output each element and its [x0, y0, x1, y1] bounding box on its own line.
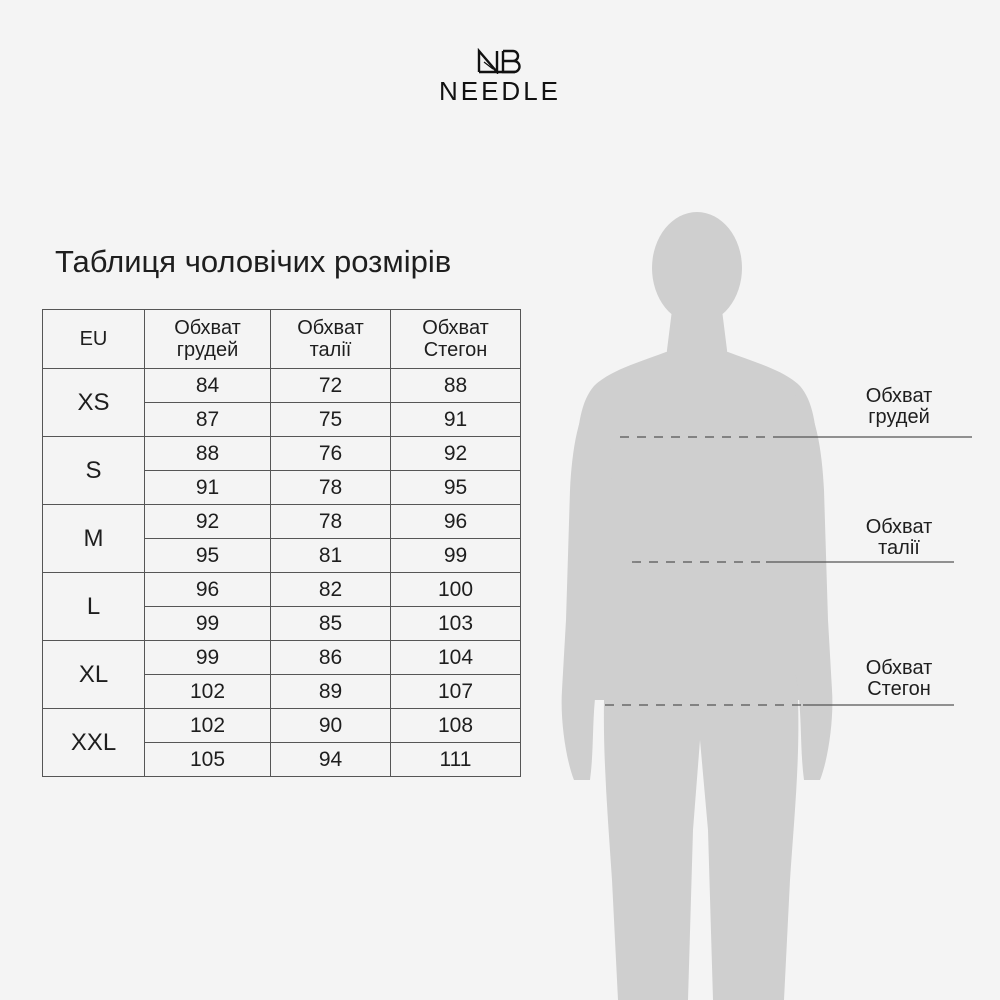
- silhouette-shape: [562, 212, 833, 1000]
- waist-value: 94: [271, 743, 391, 777]
- size-label: L: [43, 573, 145, 641]
- waist-value: 76: [271, 437, 391, 471]
- waist-value: 72: [271, 369, 391, 403]
- header-eu: EU: [43, 310, 145, 369]
- hips-value: 111: [391, 743, 521, 777]
- chest-value: 84: [145, 369, 271, 403]
- chest-value: 95: [145, 539, 271, 573]
- waist-label: [839, 517, 959, 559]
- hips-value: 95: [391, 471, 521, 505]
- hips-value: 92: [391, 437, 521, 471]
- hips-label-line2: Стегон: [867, 678, 931, 700]
- hips-value: 103: [391, 607, 521, 641]
- chest-value: 102: [145, 709, 271, 743]
- chest-value: 105: [145, 743, 271, 777]
- hips-value: 88: [391, 369, 521, 403]
- size-label: XL: [43, 641, 145, 709]
- waist-label-line1: Обхват: [865, 516, 933, 538]
- waist-label-line2: талії: [878, 537, 920, 559]
- waist-value: 82: [271, 573, 391, 607]
- chest-label: [839, 386, 959, 428]
- waist-value: 78: [271, 471, 391, 505]
- chest-value: 88: [145, 437, 271, 471]
- size-label: M: [43, 505, 145, 573]
- header-chest-line2: грудей: [176, 339, 239, 361]
- header-waist-line2: талії: [309, 339, 352, 361]
- chest-value: 96: [145, 573, 271, 607]
- chest-value: 92: [145, 505, 271, 539]
- chest-value: 102: [145, 675, 271, 709]
- header-hips-line2: Стегон: [423, 339, 488, 361]
- waist-value: 90: [271, 709, 391, 743]
- header-waist-line1: Обхват: [297, 317, 364, 339]
- size-label: XS: [43, 369, 145, 437]
- waist-value: 85: [271, 607, 391, 641]
- waist-value: 78: [271, 505, 391, 539]
- chest-label-line1: Обхват: [865, 385, 933, 407]
- hips-value: 104: [391, 641, 521, 675]
- hips-value: 91: [391, 403, 521, 437]
- chest-value: 99: [145, 641, 271, 675]
- brand-name: NEEDLE: [438, 76, 562, 106]
- hips-value: 96: [391, 505, 521, 539]
- chest-value: 99: [145, 607, 271, 641]
- hips-value: 107: [391, 675, 521, 709]
- hips-value: 100: [391, 573, 521, 607]
- waist-value: 89: [271, 675, 391, 709]
- chest-value: 91: [145, 471, 271, 505]
- hips-value: 108: [391, 709, 521, 743]
- waist-value: 81: [271, 539, 391, 573]
- size-label: XXL: [43, 709, 145, 777]
- waist-value: 86: [271, 641, 391, 675]
- chest-label-line2: грудей: [868, 406, 930, 428]
- hips-label: [839, 658, 959, 700]
- hips-value: 99: [391, 539, 521, 573]
- size-label: S: [43, 437, 145, 505]
- header-hips-line1: Обхват: [422, 317, 489, 339]
- page-title: Таблиця чоловічих розмірів: [55, 244, 452, 279]
- waist-value: 75: [271, 403, 391, 437]
- header-chest-line1: Обхват: [174, 317, 241, 339]
- hips-label-line1: Обхват: [865, 657, 933, 679]
- chest-value: 87: [145, 403, 271, 437]
